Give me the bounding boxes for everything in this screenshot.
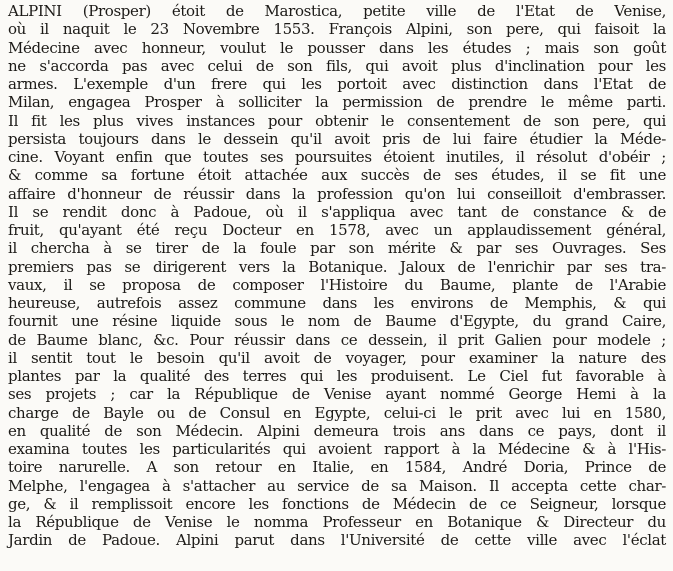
text-line: toire narurelle. A son retour en Italie, en 1584, André Doria, Prince de xyxy=(8,458,666,477)
biography-paragraph xyxy=(8,2,666,550)
text-line: charge de Bayle ou de Consul en Egypte, celui-ci le prit avec lui en 1580, xyxy=(8,403,666,422)
text-line: de Baume blanc, &c. Pour réussir dans ce dessein, il prit Galien pour modele ; xyxy=(8,330,666,349)
text-line: ALPINI (Prosper) étoit de Marostica, petite ville de l'Etat de Venise, xyxy=(8,2,666,20)
text-line: cine. Voyant enfin que toutes ses poursuites étoient inutiles, il résolut d'obéir ; xyxy=(8,148,666,166)
text-line: Milan, engagea Prosper à solliciter la permission de prendre le même parti. xyxy=(8,93,666,112)
text-line: premiers pas se dirigerent vers la Botanique. Jaloux de l'enrichir par ses tra- xyxy=(8,257,666,276)
text-line: fournit une résine liquide sous le nom de Baume d'Egypte, du grand Caire, xyxy=(8,312,666,331)
text-line: plantes par la qualité des terres qui les produisent. Le Ciel fut favorable à xyxy=(8,367,666,385)
text-line: & comme sa fortune étoit attachée aux succès de ses études, il se fit une xyxy=(8,166,666,185)
text-line: Il fit les plus vives instances pour obtenir le consentement de son pere, qui xyxy=(8,111,666,130)
text-line: Médecine avec honneur, voulut le pousser dans les études ; mais son goût xyxy=(8,38,666,57)
text-line: la République de Venise le nomma Professeur en Botanique & Directeur du xyxy=(8,513,666,531)
text-line: persista toujours dans le dessein qu'il avoit pris de lui faire étudier la Méde- xyxy=(8,129,666,148)
text-line: affaire d'honneur de réussir dans la profession qu'on lui conseilloit d'embrasser. xyxy=(8,184,666,203)
text-line: ge, & il remplissoit encore les fonctions de Médecin de ce Seigneur, lorsque xyxy=(8,494,666,513)
text-line: Melphe, l'engagea à s'attacher au service de sa Maison. Il accepta cette char- xyxy=(8,476,666,495)
text-line: Il se rendit donc à Padoue, où il s'appliqua avec tant de constance & de xyxy=(8,202,666,221)
text-line: Jardin de Padoue. Alpini parut dans l'Université de cette ville avec l'éclat xyxy=(8,531,666,550)
text-line: où il naquit le 23 Novembre 1553. François Alpini, son pere, qui faisoit la xyxy=(8,20,666,39)
text-line: il sentit tout le besoin qu'il avoit de voyager, pour examiner la nature des xyxy=(8,348,666,367)
text-line: ne s'accorda pas avec celui de son fils, qui avoit plus d'inclination pour les xyxy=(8,56,666,75)
text-line: armes. L'exemple d'un frere qui les portoit avec distinction dans l'Etat de xyxy=(8,75,666,93)
text-line: fruit, qu'ayant été reçu Docteur en 1578, avec un applaudissement général, xyxy=(8,221,666,239)
text-line: vaux, il se proposa de composer l'Histoire du Baume, plante de l'Arabie xyxy=(8,275,666,294)
text-line: il chercha à se tirer de la foule par son mérite & par ses Ouvrages. Ses xyxy=(8,239,666,258)
text-line: examina toutes les particularités qui avoient rapport à la Médecine & à l'His- xyxy=(8,440,666,458)
text-line: ses projets ; car la République de Venise ayant nommé George Hemi à la xyxy=(8,385,666,404)
text-line: en qualité de son Médecin. Alpini demeura trois ans dans ce pays, dont il xyxy=(8,421,666,440)
text-line: heureuse, autrefois assez commune dans les environs de Memphis, & qui xyxy=(8,294,666,312)
